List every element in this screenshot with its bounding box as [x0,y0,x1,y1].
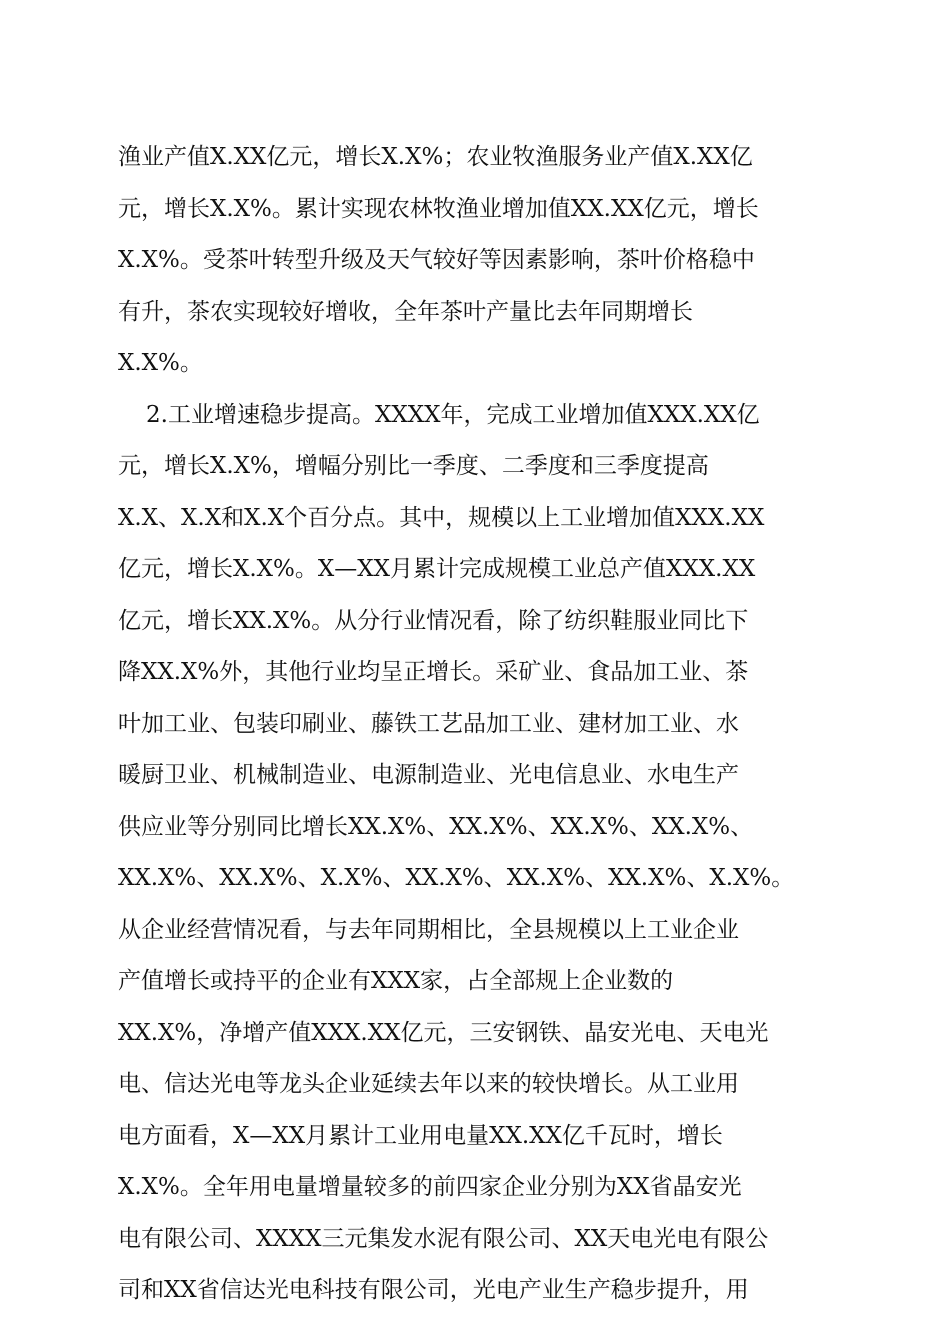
text-line: 产值增长或持平的企业有XXX家，占全部规上企业数的 [118,968,674,994]
text-line: X.X%。受茶叶转型升级及天气较好等因素影响，茶叶价格稳中 [118,247,755,273]
text-line: 亿元，增长XX.X%。从分行业情况看，除了纺织鞋服业同比下 [118,607,749,634]
text-line: 元，增长X.X%，增幅分别比一季度、二季度和三季度提高 [118,453,709,479]
text-line: 降XX.X%外，其他行业均呈正增长。采矿业、食品加工业、茶 [118,659,749,685]
text-line: 电有限公司、XXXX三元集发水泥有限公司、XX天电光电有限公 [118,1225,769,1252]
text-line: 电、信达光电等龙头企业延续去年以来的较快增长。从工业用 [118,1071,739,1097]
text-line: X.X%。全年用电量增量较多的前四家企业分别为XX省晶安光 [118,1174,742,1200]
text-line: 司和XX省信达光电科技有限公司，光电产业生产稳步提升，用 [118,1277,749,1303]
text-line: 叶加工业、包装印刷业、藤铁工艺品加工业、建材加工业、水 [118,710,739,737]
text-line: 亿元，增长X.X%。X—XX月累计完成规模工业总产值XXX.XX [118,556,756,582]
text-line: X.X%。 [118,350,203,376]
text-line: 元，增长X.X%。累计实现农林牧渔业增加值XX.XX亿元，增长 [118,195,759,222]
text-line: XX.X%、XX.X%、X.X%、XX.X%、XX.X%、XX.X%、X.X%。 [118,865,795,891]
text-line: 渔业产值X.XX亿元，增长X.X%；农业牧渔服务业产值X.XX亿 [118,144,753,170]
text-line: 暖厨卫业、机械制造业、电源制造业、光电信息业、水电生产 [118,762,739,788]
text-line: XX.X%，净增产值XXX.XX亿元，三安钢铁、晶安光电、天电光 [118,1019,769,1046]
paragraph-industry-growth [118,390,826,1317]
text-line: 2.工业增速稳步提高。XXXX年，完成工业增加值XXX.XX亿 [146,401,760,428]
text-line: X.X、X.X和X.X个百分点。其中，规模以上工业增加值XXX.XX [118,504,765,531]
text-line: 从企业经营情况看，与去年同期相比，全县规模以上工业企业 [118,916,739,943]
text-line: 供应业等分别同比增长XX.X%、XX.X%、XX.X%、XX.X%、 [118,813,754,840]
text-line: 电方面看，X—XX月累计工业用电量XX.XX亿千瓦时，增长 [118,1122,723,1149]
paragraph-agriculture-continued [118,132,826,390]
document-body [118,132,826,1317]
text-line: 有升，茶农实现较好增收，全年茶叶产量比去年同期增长 [118,298,693,325]
